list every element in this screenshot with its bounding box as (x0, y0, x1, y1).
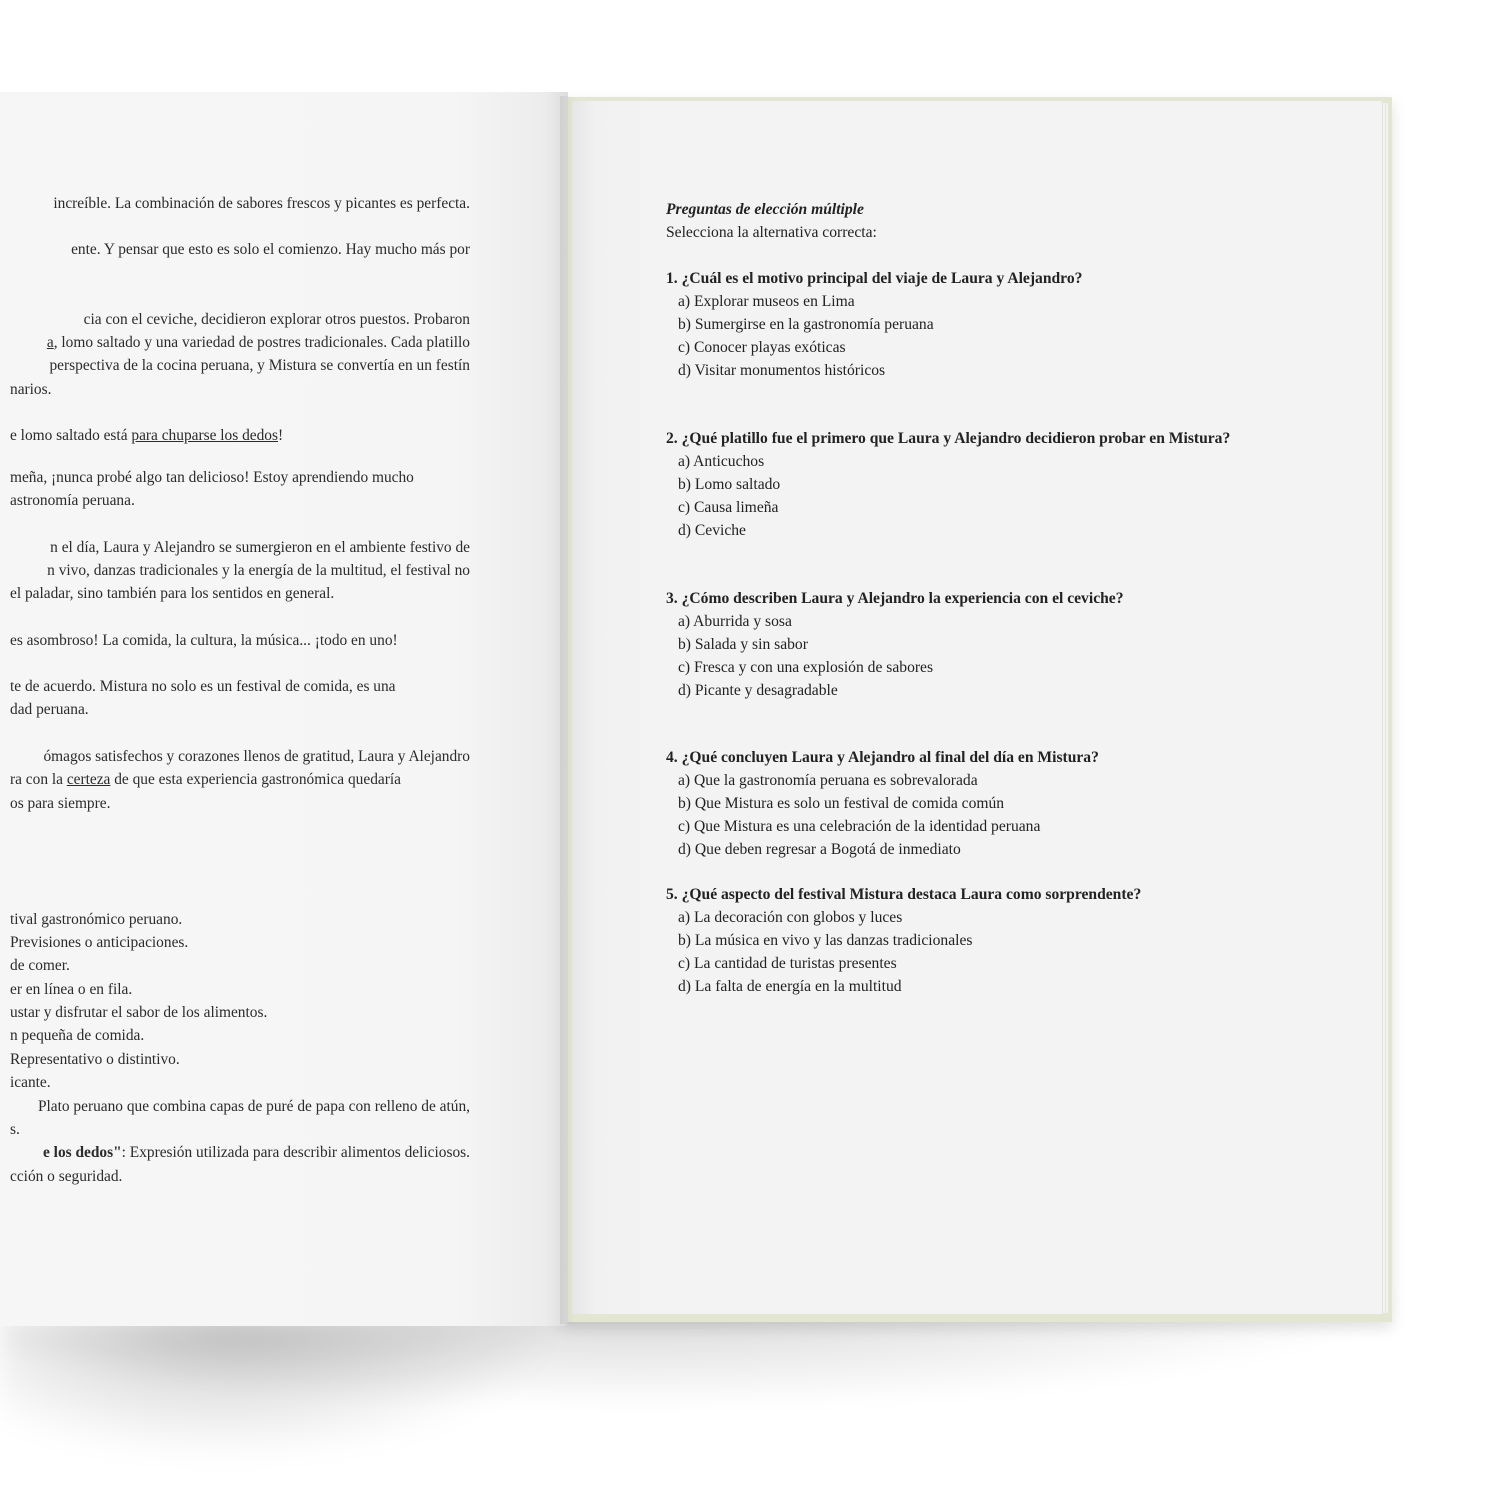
answer-option: b) Lomo saltado (678, 476, 781, 493)
story-line: ente. Y pensar que esto es solo el comienzo. Hay mucho más por (71, 241, 470, 258)
story-line: ómagos satisfechos y corazones llenos de gratitud, Laura y Alejandro (43, 748, 470, 765)
glossary-term: e los dedos" (43, 1144, 122, 1161)
line-text: : Expresión utilizada para describir alimentos deliciosos. (121, 1144, 470, 1161)
line-text: de que esta experiencia gastronómica quedaría (110, 771, 401, 788)
answer-option: b) Sumergirse en la gastronomía peruana (678, 316, 934, 333)
glossary-line: Representativo o distintivo. (10, 1051, 180, 1068)
story-line: os para siempre. (10, 795, 111, 812)
line-text: , lomo saltado y una variedad de postres tradicionales. Cada platillo (53, 334, 470, 351)
answer-option: a) Que la gastronomía peruana es sobrevalorada (678, 772, 978, 789)
story-line: astronomía peruana. (10, 492, 135, 509)
answer-option: b) La música en vivo y las danzas tradicionales (678, 932, 973, 949)
right-page (572, 101, 1382, 1314)
story-line: perspectiva de la cocina peruana, y Mistura se convertía en un festín (49, 357, 470, 374)
glossary-line: er en línea o en fila. (10, 981, 133, 998)
story-line: el paladar, sino también para los sentidos en general. (10, 585, 335, 602)
question-text: 1. ¿Cuál es el motivo principal del viaje de Laura y Alejandro? (666, 270, 1083, 287)
answer-option: d) La falta de energía en la multitud (678, 978, 902, 995)
quiz-instruction: Selecciona la alternativa correcta: (666, 224, 877, 241)
story-line: meña, ¡nunca probé algo tan delicioso! Estoy aprendiendo mucho (10, 469, 414, 486)
question-block (666, 267, 1366, 382)
quiz-title: Preguntas de elección múltiple (666, 201, 864, 218)
question-block (666, 427, 1366, 542)
question-block (666, 746, 1366, 861)
glossary-line: Plato peruano que combina capas de puré de papa con relleno de atún, (37, 1098, 470, 1115)
answer-option: a) Explorar museos en Lima (678, 293, 855, 310)
story-line (47, 331, 470, 355)
story-line (10, 768, 401, 792)
story-line: es asombroso! La comida, la cultura, la música... ¡todo en uno! (10, 632, 398, 649)
glossary-line: s. (10, 1121, 20, 1138)
question-text: 5. ¿Qué aspecto del festival Mistura destaca Laura como sorprendente? (666, 886, 1142, 903)
question-text: 4. ¿Qué concluyen Laura y Alejandro al final del día en Mistura? (666, 749, 1099, 766)
glossary-line: cción o seguridad. (10, 1168, 123, 1185)
story-line: n vivo, danzas tradicionales y la energía de la multitud, el festival no (47, 562, 470, 579)
glossary-line: de comer. (10, 957, 70, 974)
left-page (0, 92, 568, 1326)
vocab-underline: a (46, 334, 54, 351)
glossary-line (43, 1141, 470, 1165)
story-line: dad peruana. (10, 701, 89, 718)
question-text: 2. ¿Qué platillo fue el primero que Laura y Alejandro decidieron probar en Mistura? (666, 430, 1231, 447)
answer-option: c) La cantidad de turistas presentes (678, 955, 897, 972)
answer-option: d) Picante y desagradable (678, 682, 838, 699)
answer-option: a) La decoración con globos y luces (678, 909, 903, 926)
glossary-line: n pequeña de comida. (10, 1027, 145, 1044)
answer-option: a) Aburrida y sosa (678, 613, 792, 630)
story-line (10, 424, 283, 448)
line-text: ! (277, 427, 284, 444)
vocab-underline: certeza (66, 771, 111, 788)
story-line: narios. (10, 381, 52, 398)
question-text: 3. ¿Cómo describen Laura y Alejandro la experiencia con el ceviche? (666, 590, 1124, 607)
answer-option: b) Que Mistura es solo un festival de comida común (678, 795, 1005, 812)
glossary-line: icante. (10, 1074, 51, 1091)
story-line: te de acuerdo. Mistura no solo es un festival de comida, es una (10, 678, 396, 695)
glossary-line: Previsiones o anticipaciones. (10, 934, 189, 951)
answer-option: d) Que deben regresar a Bogotá de inmediato (678, 841, 961, 858)
answer-option: c) Que Mistura es una celebración de la identidad peruana (678, 818, 1041, 835)
glossary-line: tival gastronómico peruano. (10, 911, 183, 928)
answer-option: d) Ceviche (678, 522, 746, 539)
line-text: e lomo saltado está (10, 427, 132, 444)
question-block (666, 883, 1366, 998)
answer-option: d) Visitar monumentos históricos (678, 362, 886, 379)
answer-option: c) Causa limeña (678, 499, 779, 516)
story-line: n el día, Laura y Alejandro se sumergieron en el ambiente festivo de (50, 539, 470, 556)
answer-option: c) Conocer playas exóticas (678, 339, 846, 356)
answer-option: c) Fresca y con una explosión de sabores (678, 659, 934, 676)
story-line: cia con el ceviche, decidieron explorar otros puestos. Probaron (83, 311, 470, 328)
vocab-underline: para chuparse los dedos (131, 427, 278, 444)
story-line: increíble. La combinación de sabores frescos y picantes es perfecta. (53, 195, 470, 212)
answer-option: a) Anticuchos (678, 453, 765, 470)
line-text: ra con la (10, 771, 67, 788)
glossary-line: ustar y disfrutar el sabor de los alimentos. (10, 1004, 268, 1021)
question-block (666, 587, 1366, 702)
answer-option: b) Salada y sin sabor (678, 636, 808, 653)
